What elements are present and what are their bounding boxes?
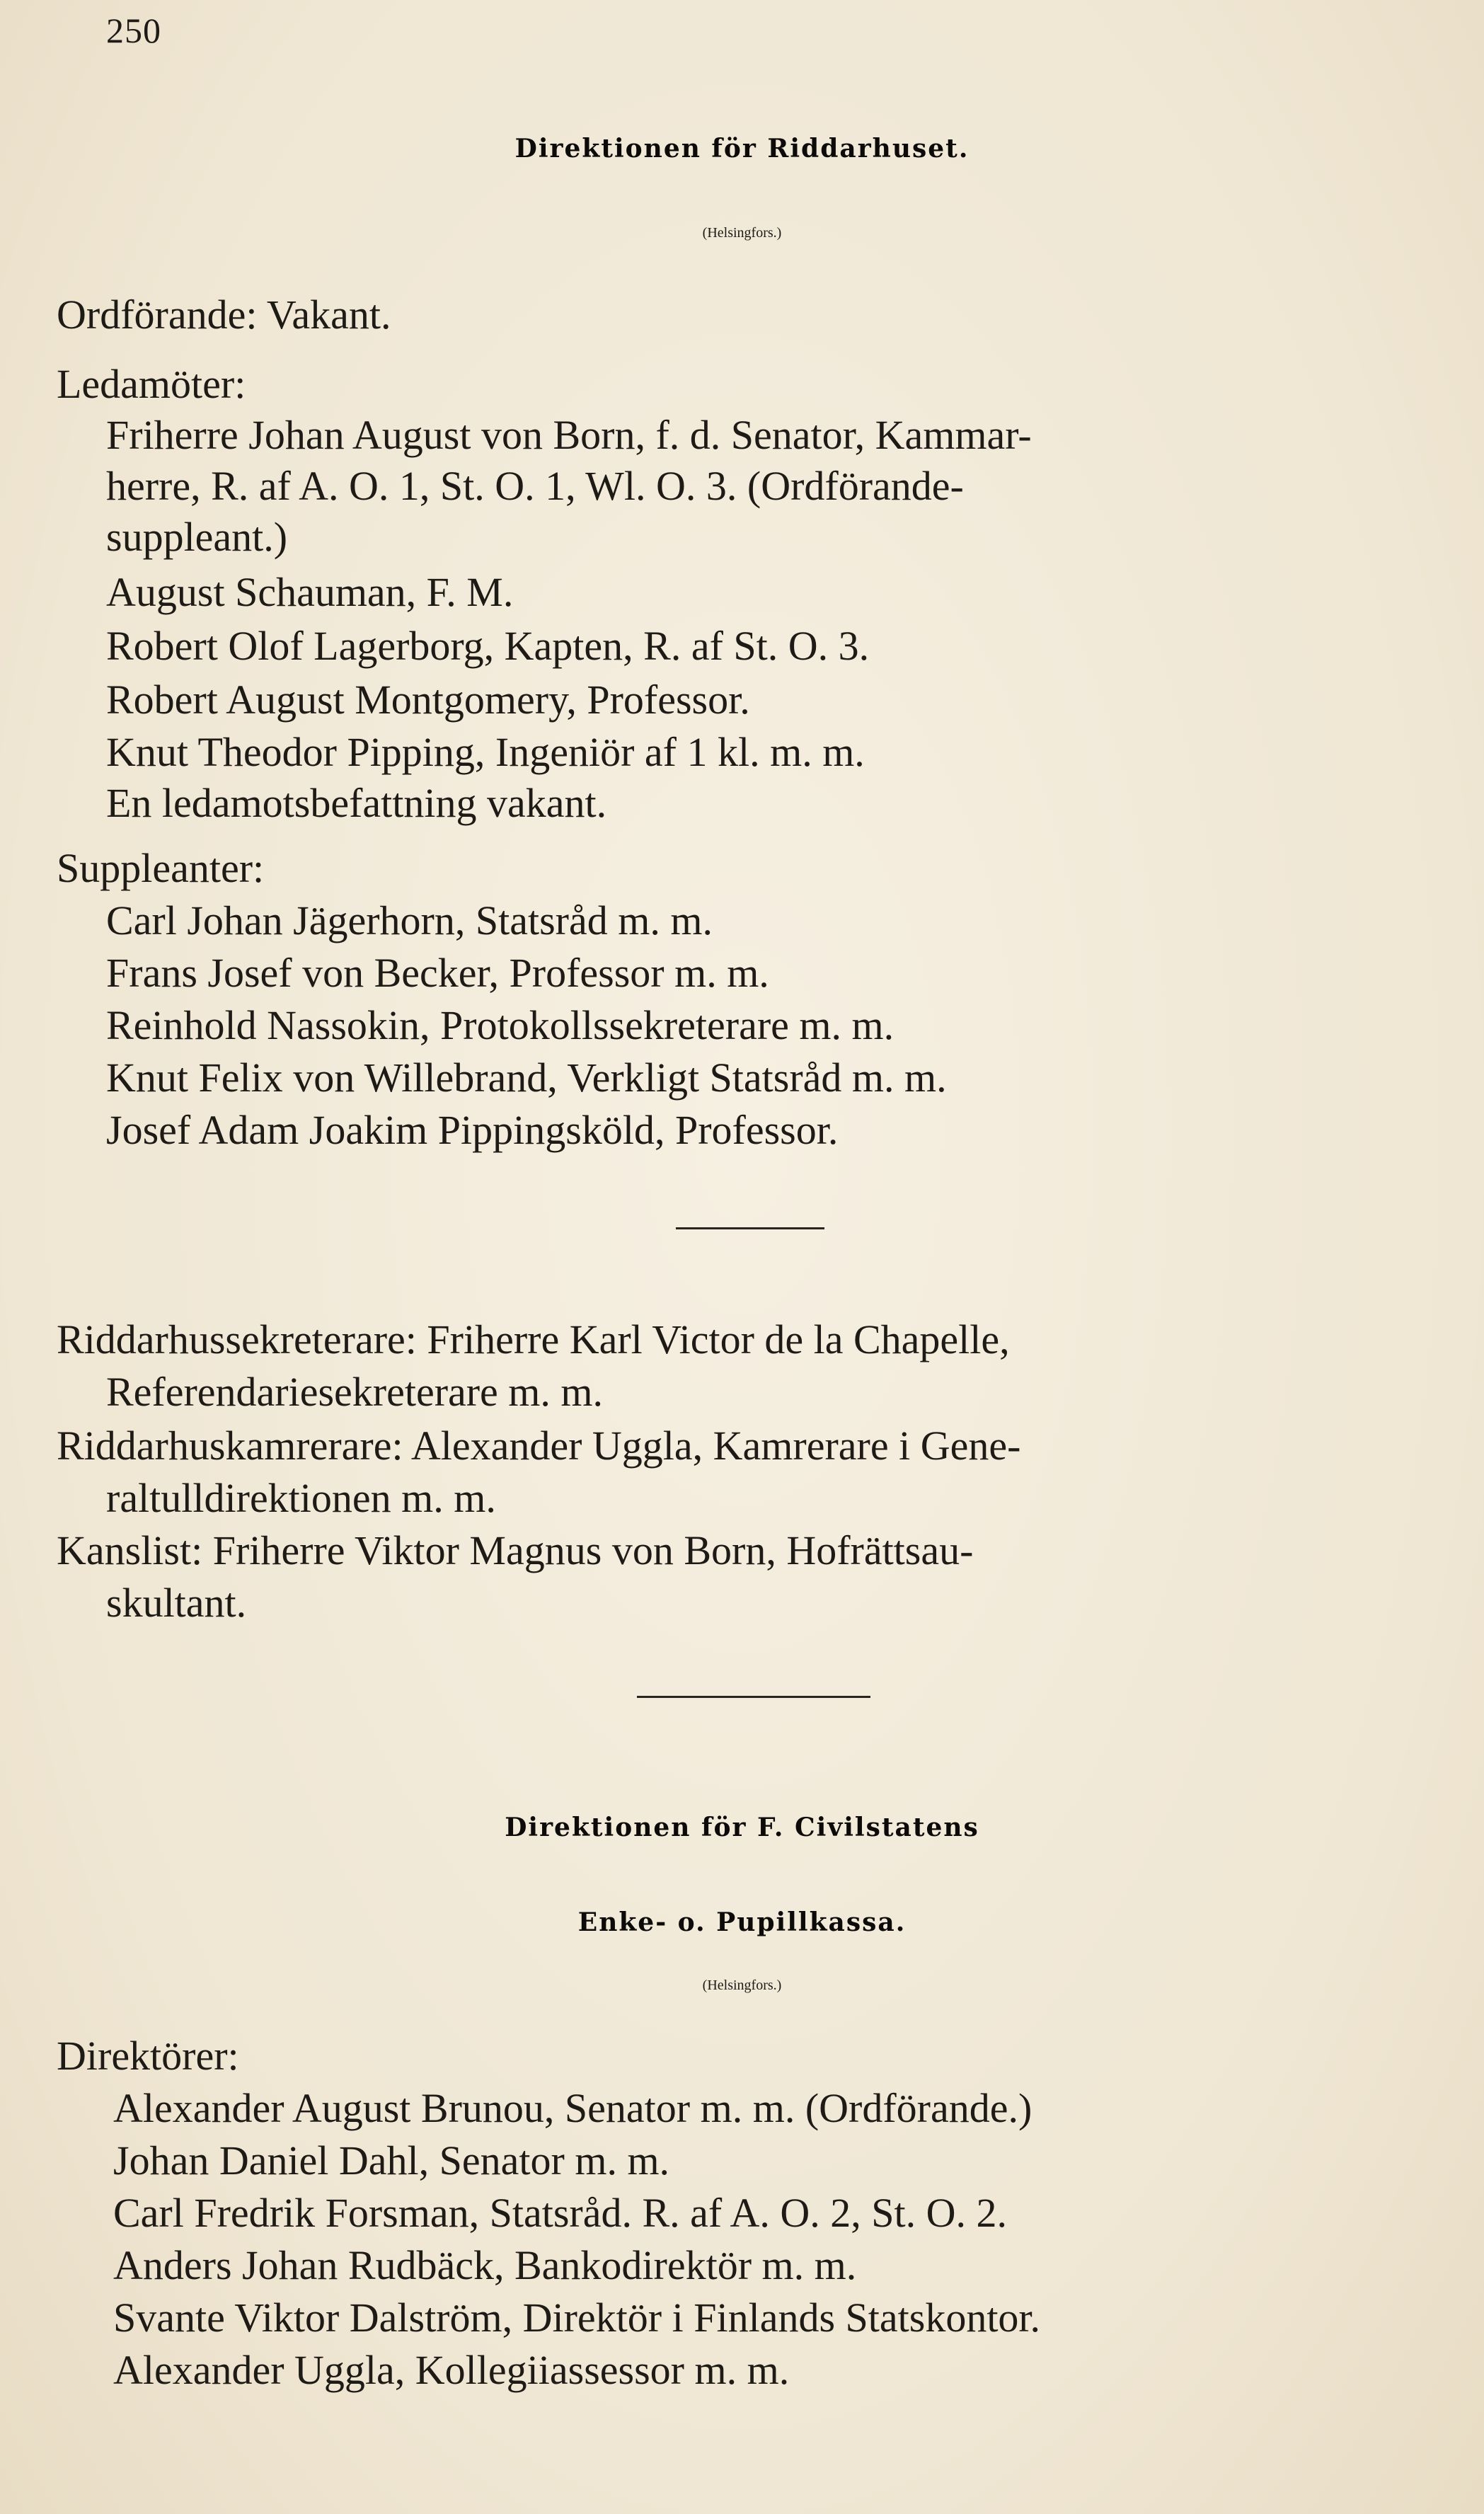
directors-label: Direktörer: <box>57 2033 239 2079</box>
section-title-riddarhuset: Direktionen för Riddarhuset. <box>514 134 970 163</box>
member-line: Knut Theodor Pipping, Ingeniör af 1 kl. m. m. <box>106 729 865 775</box>
member-line: Robert Olof Lagerborg, Kapten, R. af St. O. 3. <box>106 623 870 669</box>
official-line: Riddarhussekreterare: Friherre Karl Victor de la Chapelle, <box>57 1316 1010 1362</box>
section-title-pupillkassa: Enke- o. Pupillkassa. <box>577 1907 907 1937</box>
official-line: Kanslist: Friherre Viktor Magnus von Born, Hofrättsau- <box>57 1527 974 1573</box>
section-divider <box>637 1696 870 1698</box>
deputy-line: Knut Felix von Willebrand, Verkligt Statsråd m. m. <box>106 1055 947 1101</box>
deputies-label: Suppleanter: <box>57 845 265 891</box>
member-line: suppleant.) <box>106 514 288 560</box>
chairman-line: Ordförande: Vakant. <box>57 292 391 338</box>
page-number: 250 <box>106 11 161 50</box>
deputy-line: Josef Adam Joakim Pippingsköld, Professor. <box>106 1107 839 1153</box>
section-divider <box>676 1227 824 1229</box>
members-label: Ledamöter: <box>57 361 246 407</box>
official-line: skultant. <box>106 1580 247 1626</box>
section-title-civilstatens: Direktionen för F. Civilstatens <box>505 1813 979 1842</box>
director-line: Alexander August Brunou, Senator m. m. (Ordförande.) <box>113 2085 1033 2131</box>
director-line: Svante Viktor Dalström, Direktör i Finlands Statskontor. <box>113 2295 1041 2341</box>
official-line: Referendariesekreterare m. m. <box>106 1369 604 1415</box>
member-line: herre, R. af A. O. 1, St. O. 1, Wl. O. 3. (Ordförande- <box>106 463 964 509</box>
member-line: En ledamotsbefattning vakant. <box>106 780 607 826</box>
official-line: Riddarhuskamrerare: Alexander Uggla, Kamrerare i Gene- <box>57 1423 1021 1469</box>
director-line: Anders Johan Rudbäck, Bankodirektör m. m. <box>113 2242 857 2288</box>
deputy-line: Carl Johan Jägerhorn, Statsråd m. m. <box>106 897 713 943</box>
official-line: raltulldirektionen m. m. <box>106 1475 496 1521</box>
director-line: Carl Fredrik Forsman, Statsråd. R. af A. O. 2, St. O. 2. <box>113 2190 1008 2236</box>
deputy-line: Frans Josef von Becker, Professor m. m. <box>106 950 769 996</box>
member-line: August Schauman, F. M. <box>106 569 514 615</box>
member-line: Robert August Montgomery, Professor. <box>106 677 750 723</box>
member-line: Friherre Johan August von Born, f. d. Senator, Kammar- <box>106 412 1032 458</box>
section-location: (Helsingfors.) <box>702 1978 782 1993</box>
director-line: Alexander Uggla, Kollegiiassessor m. m. <box>113 2347 790 2393</box>
deputy-line: Reinhold Nassokin, Protokollssekreterare m. m. <box>106 1002 895 1048</box>
director-line: Johan Daniel Dahl, Senator m. m. <box>113 2137 670 2183</box>
section-location: (Helsingfors.) <box>702 225 782 241</box>
